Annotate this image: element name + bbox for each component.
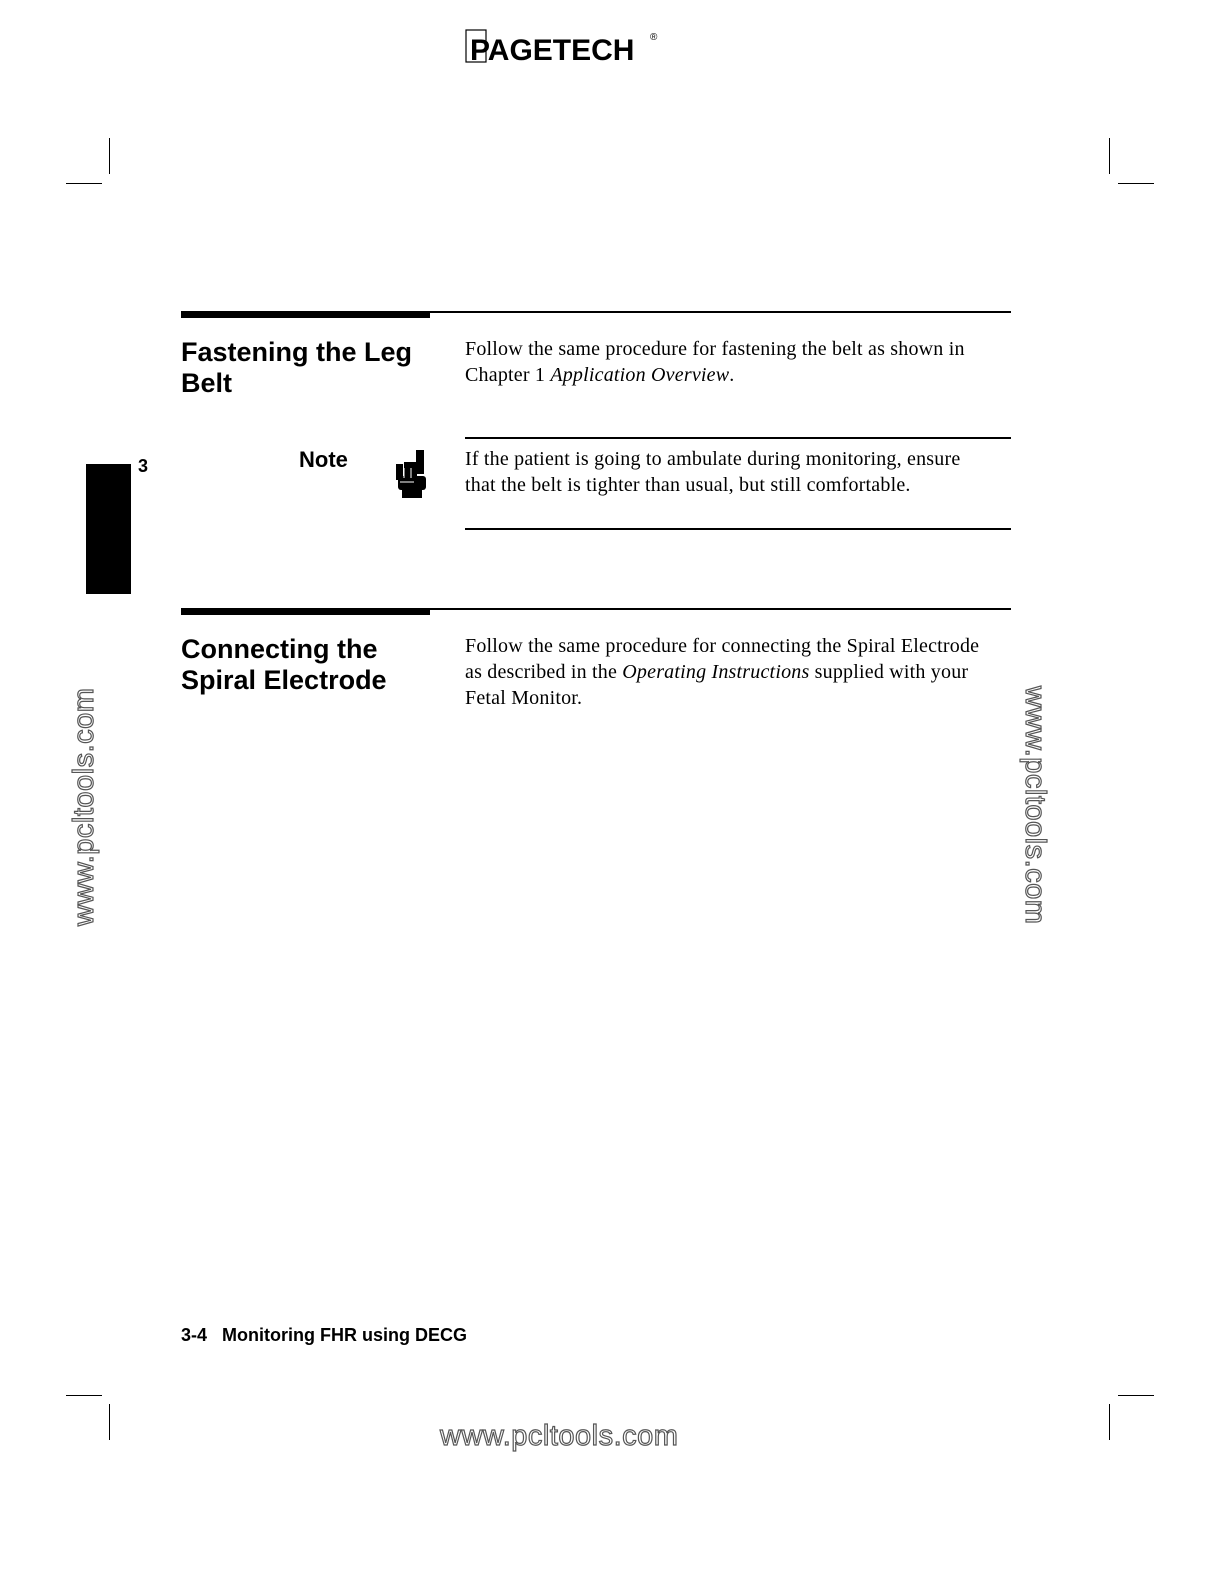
note-rule-top (465, 437, 1011, 439)
pagetech-logo (462, 24, 682, 68)
body-text-end: . (729, 364, 735, 386)
crop-mark-top-right-h (1118, 183, 1154, 184)
crop-mark-bottom-right-v (1109, 1404, 1110, 1440)
note-text: If the patient is going to ambulate during monitoring, ensure that the belt is tighter than usual, but still comfortable. (465, 448, 961, 496)
section-body-spiral-electrode (465, 633, 985, 711)
crop-mark-bottom-right-h (1118, 1395, 1154, 1396)
crop-mark-top-left-h (66, 183, 102, 184)
document-reference: Operating Instructions (622, 661, 810, 683)
footer-title: Monitoring FHR using DECG (222, 1325, 467, 1345)
note-rule-bottom (465, 528, 1011, 530)
section-rule-thick (181, 608, 430, 615)
section-heading-leg-belt: Fastening the Leg Belt (181, 337, 413, 398)
section-rule-thin (430, 608, 1011, 610)
pointing-hand-icon (392, 448, 432, 500)
crop-mark-bottom-left-h (66, 1395, 102, 1396)
body-text: Follow the same procedure for fastening the belt as shown in Chapter 1 (465, 338, 965, 386)
note-label: Note (299, 447, 348, 472)
body-text-end: supplied with your Fetal Monitor. (465, 661, 969, 709)
chapter-number: 3 (138, 456, 149, 476)
logo-text: PAGETECH (470, 34, 635, 67)
section-heading-spiral-electrode: Connecting the Spiral Electrode (181, 634, 387, 695)
registered-mark: ® (650, 32, 658, 43)
section-body-leg-belt (465, 336, 1010, 388)
chapter-tab (86, 464, 131, 594)
section-rule-thin (430, 311, 1011, 313)
watermark-right: www.pcltools.com (1019, 686, 1051, 925)
pagetech-logo-graphic (462, 24, 682, 68)
watermark-bottom: www.pcltools.com (440, 1420, 679, 1452)
chapter-reference: Application Overview (550, 364, 730, 386)
page-number: 3-4 (181, 1325, 208, 1345)
crop-mark-bottom-left-v (109, 1404, 110, 1440)
crop-mark-top-left-v (109, 138, 110, 174)
page-footer (181, 1325, 467, 1346)
watermark-left: www.pcltools.com (68, 687, 100, 926)
body-text: Follow the same procedure for connecting the Spiral Electrode as described in the (465, 635, 980, 683)
section-rule-thick (181, 311, 430, 318)
crop-mark-top-right-v (1109, 138, 1110, 174)
